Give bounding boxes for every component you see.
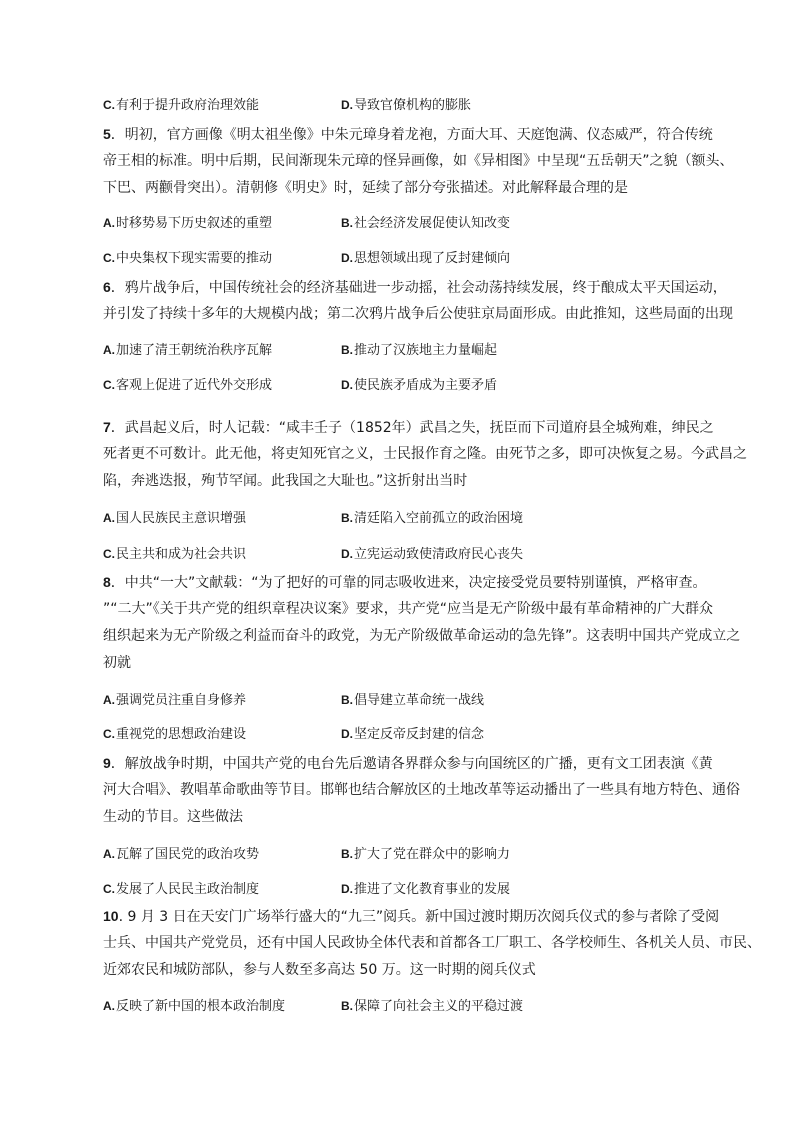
q6-option-d[interactable]: D.使民族矛盾成为主要矛盾 — [341, 378, 498, 393]
q10-option-a[interactable]: A.反映了新中国的根本政治制度 — [103, 999, 286, 1014]
q9-option-a[interactable]: A.瓦解了国民党的政治攻势 — [103, 847, 260, 862]
option-letter: D. — [341, 98, 353, 112]
q4-option-d[interactable] — [341, 96, 471, 115]
q8-stem-line-2: ”“二大”《关于共产党的组织章程决议案》要求，共产党“应当是无产阶级中最有革命精神的广大群众 — [103, 601, 714, 617]
q7-option-c[interactable]: C.民主共和成为社会共识 — [103, 547, 247, 562]
q9-stem-line-1: 9．解放战争时期，中国共产党的电台先后邀请各界群众参与向国统区的广播，更有文工团表演《黄 — [103, 755, 713, 772]
q7-stem-line-1: 7．武昌起义后，时人记载：“咸丰壬子（1852年）武昌之失，抚臣而下司道府县全城殉难，绅民之 — [103, 419, 714, 436]
q8-option-a[interactable]: A.强调党员注重自身修养 — [103, 693, 247, 708]
q10-stem-line-1: 10. 9 月 3 日在天安门广场举行盛大的“九三”阅兵。新中国过渡时期历次阅兵仪式的参与者除了受阅 — [103, 908, 720, 925]
q10-stem-line-3: 近郊农民和城防部队，参与人数至多高达 50 万。这一时期的阅兵仪式 — [103, 962, 536, 978]
q5-option-b[interactable]: B.社会经济发展促使认知改变 — [341, 216, 511, 231]
q4-option-c[interactable] — [103, 96, 259, 115]
q5-stem-line-3: 下巴、两颧骨突出）。清朝修《明史》时，延续了部分夸张描述。对此解释最合理的是 — [103, 180, 628, 196]
q9-option-b[interactable]: B.扩大了党在群众中的影响力 — [341, 847, 511, 862]
q5-option-a[interactable]: A.时移势易下历史叙述的重塑 — [103, 216, 273, 231]
q9-option-d[interactable]: D.推进了文化教育事业的发展 — [341, 882, 511, 897]
q8-option-c[interactable]: C.重视党的思想政治建设 — [103, 727, 247, 742]
q9-stem-line-2: 河大合唱》、教唱革命歌曲等节目。邯郸也结合解放区的土地改革等运动播出了一些具有地方特色、通俗 — [103, 782, 740, 798]
question-number: 8 — [103, 574, 111, 590]
q9-stem-line-3: 生动的节目。这些做法 — [103, 809, 243, 825]
q8-option-d[interactable]: D.坚定反帝反封建的信念 — [341, 727, 485, 742]
question-number: 10 — [103, 908, 119, 924]
q5-option-d[interactable]: D.思想领域出现了反封建倾向 — [341, 251, 511, 266]
q9-option-c[interactable]: C.发展了人民民主政治制度 — [103, 882, 260, 897]
q6-option-c[interactable]: C.客观上促进了近代外交形成 — [103, 378, 273, 393]
q7-stem-line-2: 死者更不可数计。此无他，将吏知死官之义，士民报作育之隆。由死节之多，即可决恢复之易。今武昌之 — [103, 446, 747, 462]
question-number: 5 — [103, 126, 111, 142]
q6-stem-line-1: 6．鸦片战争后，中国传统社会的经济基础进一步动摇，社会动荡持续发展，终于酿成太平天国运动， — [103, 279, 727, 296]
q10-stem-line-2: 士兵、中国共产党党员，还有中国人民政协全体代表和首都各工厂职工、各学校师生、各机关人员、市民、 — [103, 935, 761, 951]
q10-option-b[interactable]: B.保障了向社会主义的平稳过渡 — [341, 999, 524, 1014]
q7-option-b[interactable]: B.清廷陷入空前孤立的政治困境 — [341, 511, 524, 526]
q6-option-a[interactable]: A.加速了清王朝统治秩序瓦解 — [103, 343, 273, 358]
question-number: 9 — [103, 755, 111, 771]
q7-option-d[interactable]: D.立宪运动致使清政府民心丧失 — [341, 547, 524, 562]
question-number: 7 — [103, 419, 111, 435]
q8-option-b[interactable]: B.倡导建立革命统一战线 — [341, 693, 485, 708]
option-text: 有利于提升政府治理效能 — [116, 98, 260, 113]
q5-stem-line-2: 帝王相的标准。明中后期，民间渐现朱元璋的怪异画像，如《异相图》中呈现“五岳朝天”之貌（额头、 — [103, 153, 734, 169]
q8-stem-line-3: 组织起来为无产阶级之利益而奋斗的政党，为无产阶级做革命运动的急先锋”。这表明中国共产党成立之 — [103, 628, 741, 644]
question-number: 6 — [103, 279, 111, 295]
q7-stem-line-3: 陷，奔逃迭报，殉节罕闻。此我国之大耻也。”这折射出当时 — [103, 473, 468, 489]
q8-stem-line-4: 初就 — [103, 655, 131, 671]
option-letter: C. — [103, 98, 115, 112]
q5-stem-line-1: 5．明初，官方画像《明太祖坐像》中朱元璋身着龙袍，方面大耳、天庭饱满、仪态威严，符合传统 — [103, 126, 713, 143]
option-text: 导致官僚机构的膨胀 — [354, 98, 472, 113]
q5-option-c[interactable]: C.中央集权下现实需要的推动 — [103, 251, 273, 266]
q7-option-a[interactable]: A.国人民族民主意识增强 — [103, 511, 247, 526]
q6-option-b[interactable]: B.推动了汉族地主力量崛起 — [341, 343, 498, 358]
q6-stem-line-2: 并引发了持续十多年的大规模内战；第二次鸦片战争后公使驻京局面形成。由此推知，这些局面的出现 — [103, 306, 733, 322]
q8-stem-line-1: 8．中共“一大”文献载：“为了把好的可靠的同志吸收进来，决定接受党员要特别谨慎，严格审查。 — [103, 574, 707, 591]
